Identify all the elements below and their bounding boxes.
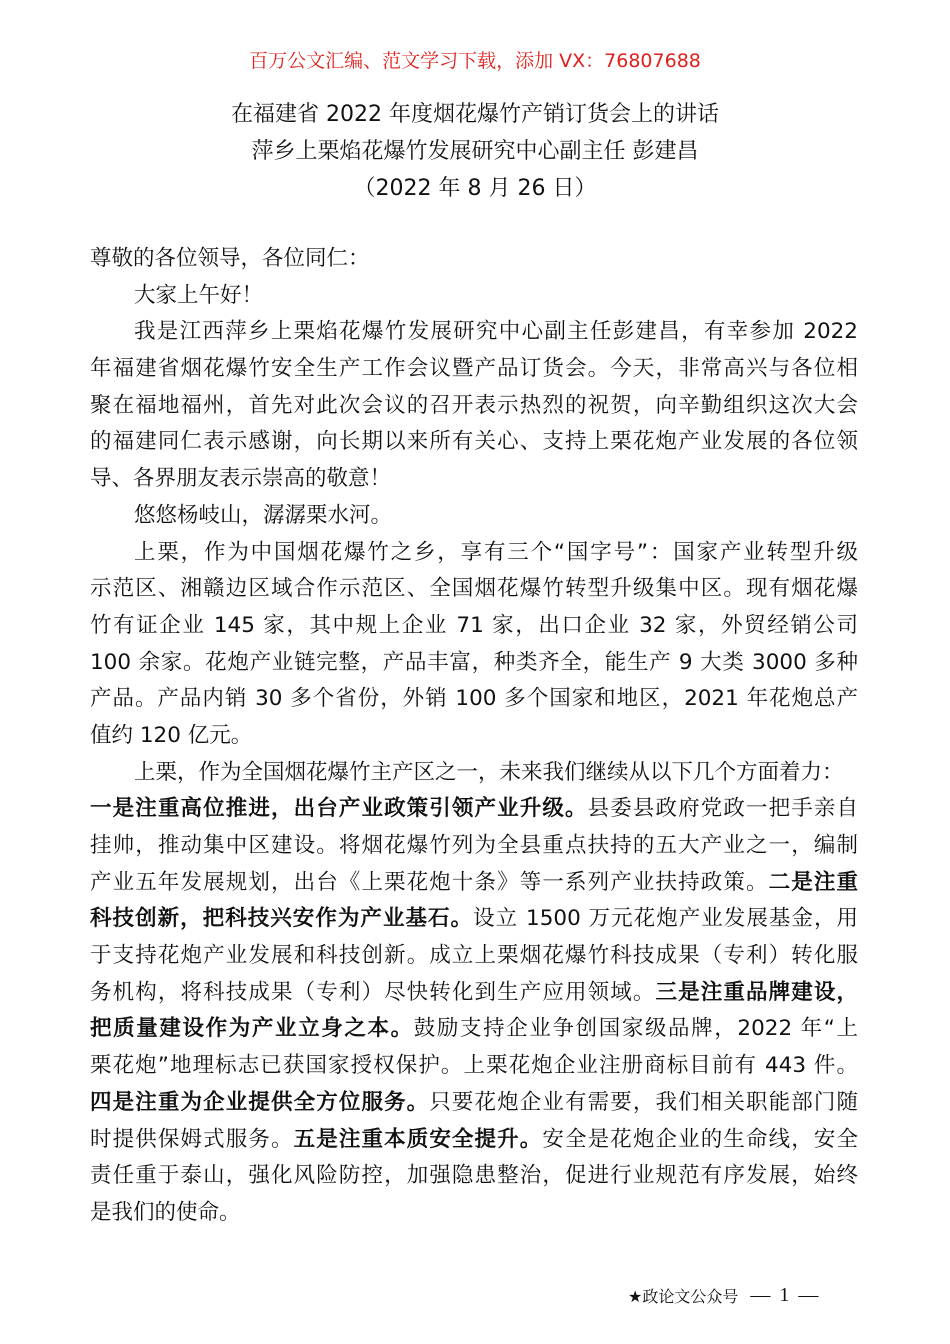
body-text: 务机构，将科技成果（专利）尽快转化到生产应用领域。 [90, 979, 656, 1005]
text-line [90, 681, 858, 718]
text-line [90, 535, 858, 572]
body-text: 大家上午好！ [134, 282, 264, 308]
text-line [90, 241, 858, 278]
bold-heading-text: 科技创新，把科技兴安作为产业基石。 [90, 906, 474, 932]
body-text: 产业五年发展规划，出台《上栗花炮十条》等一系列产业扶持政策。 [90, 869, 769, 895]
body-text: 我是江西萍乡上栗焰花爆竹发展研究中心副主任彭建昌，有幸参加 2022 [134, 319, 858, 345]
text-line [90, 1122, 858, 1159]
bold-heading-text: 三是注重品牌建设， [655, 979, 858, 1005]
body-text: 聚在福地福州，首先对此次会议的召开表示热烈的祝贺，向辛勤组织这次大会 [90, 392, 858, 418]
footer-source: ★政论文公众号 [628, 1287, 739, 1306]
speech-date: （2022 年 8 月 26 日） [353, 176, 597, 201]
body-text: 值约 120 亿元。 [90, 722, 253, 748]
text-line [90, 314, 858, 351]
speech-body [90, 241, 858, 1232]
body-text: 只要花炮企业有需要，我们相关职能部门随 [429, 1089, 858, 1115]
text-line [90, 755, 858, 792]
body-text: 是我们的使命。 [90, 1199, 241, 1225]
text-line [90, 938, 858, 975]
text-line [90, 791, 858, 828]
text-line [90, 828, 858, 865]
body-text: 上栗，作为全国烟花爆竹主产区之一，未来我们继续从以下几个方面着力： [134, 759, 844, 785]
body-text: 时提供保姆式服务。 [90, 1126, 294, 1152]
body-text: 挂帅，推动集中区建设。将烟花爆竹列为全县重点扶持的五大产业之一，编制 [90, 833, 858, 858]
text-line [90, 865, 858, 902]
bold-heading-text: 一是注重高位推进，出台产业政策引领产业升级。 [90, 796, 588, 822]
text-line [90, 1085, 858, 1122]
speech-title: 在福建省 2022 年度烟花爆竹产销订货会上的讲话 [231, 102, 719, 127]
text-line [90, 901, 858, 938]
page-number: — 1 — [750, 1284, 821, 1306]
speaker-line: 萍乡上栗焰花爆竹发展研究中心副主任 彭建昌 [251, 139, 699, 164]
text-line [90, 498, 858, 535]
body-text: 100 余家。花炮产业链完整，产品丰富，种类齐全，能生产 9 大类 3000 多种 [90, 649, 858, 675]
text-line [90, 1048, 858, 1085]
text-line [90, 424, 858, 461]
body-text: 栗花炮”地理标志已获国家授权保护。上栗花炮企业注册商标目前有 443 件。 [90, 1053, 858, 1079]
text-line [90, 1195, 858, 1232]
watermark-banner: 百万公文汇编、范文学习下载，添加 VX：76807688 [249, 50, 701, 72]
body-text: 鼓励支持企业争创国家级品牌，2022 年“上 [413, 1016, 858, 1042]
text-line [90, 351, 858, 388]
body-text: 上栗，作为中国烟花爆竹之乡，享有三个“国字号”：国家产业转型升级 [134, 539, 858, 565]
page-footer [628, 1284, 820, 1307]
text-line [90, 278, 858, 315]
body-text: 竹有证企业 145 家，其中规上企业 71 家，出口企业 32 家，外贸经销公司 [90, 612, 858, 638]
body-text: 责任重于泰山，强化风险防控，加强隐患整治，促进行业规范有序发展，始终 [90, 1163, 858, 1189]
text-line [90, 975, 858, 1012]
body-text: 导、各界朋友表示崇高的敬意！ [90, 466, 392, 492]
text-line [90, 645, 858, 682]
bold-heading-text: 把质量建设作为产业立身之本。 [90, 1016, 414, 1042]
body-text: 的福建同仁表示感谢，向长期以来所有关心、支持上栗花炮产业发展的各位领 [90, 429, 858, 455]
body-text: 产品。产品内销 30 多个省份，外销 100 多个国家和地区，2021 年花炮总产 [90, 686, 858, 712]
text-line [90, 608, 858, 645]
text-line [90, 1011, 858, 1048]
body-text: 年福建省烟花爆竹安全生产工作会议暨产品订货会。今天，非常高兴与各位相 [90, 356, 858, 382]
body-text: 设立 1500 万元花炮产业发展基金，用 [473, 906, 858, 932]
body-text: 于支持花炮产业发展和科技创新。成立上栗烟花爆竹科技成果（专利）转化服 [90, 943, 858, 969]
body-text: 县委县政府党政一把手亲自 [587, 796, 858, 822]
body-text: 安全是花炮企业的生命线，安全 [542, 1126, 858, 1152]
text-line [90, 718, 858, 755]
bold-heading-text: 五是注重本质安全提升。 [293, 1126, 543, 1152]
body-text: 悠悠杨岐山，潺潺栗水河。 [134, 502, 393, 528]
body-text: 尊敬的各位领导，各位同仁： [90, 246, 370, 271]
text-line [90, 461, 858, 498]
bold-heading-text: 四是注重为企业提供全方位服务。 [90, 1089, 430, 1115]
text-line [90, 1158, 858, 1195]
body-text: 示范区、湘赣边区域合作示范区、全国烟花爆竹转型升级集中区。现有烟花爆 [90, 576, 858, 602]
bold-heading-text: 二是注重 [768, 869, 858, 895]
text-line [90, 388, 858, 425]
text-line [90, 571, 858, 608]
